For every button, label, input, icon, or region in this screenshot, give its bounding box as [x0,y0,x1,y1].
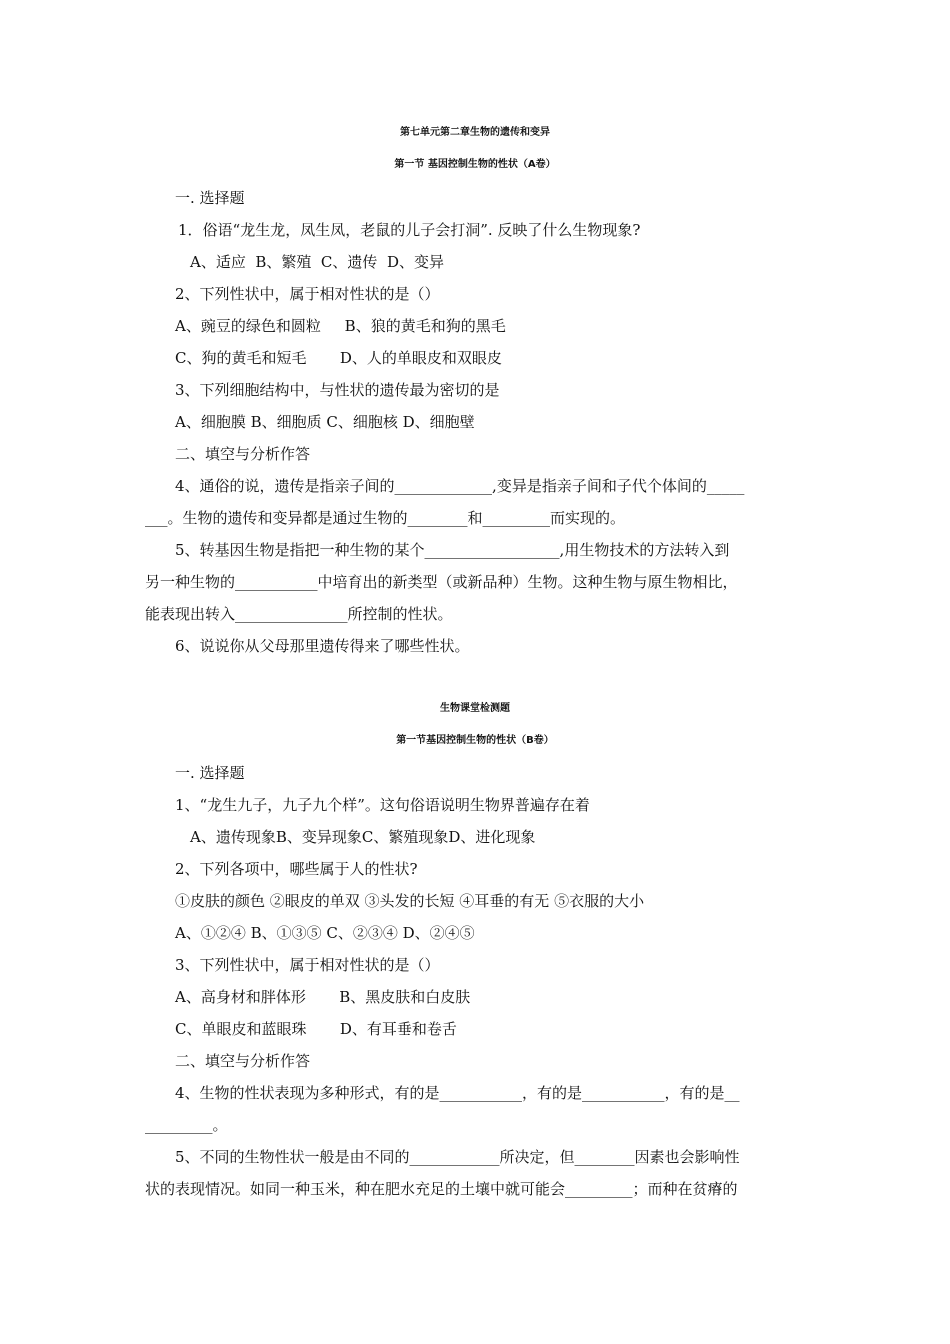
section-a-q6: 6、说说你从父母那里遗传得来了哪些性状。 [175,637,470,655]
section-b-q5-line2: 状的表现情况。如同一种玉米，种在肥水充足的土壤中就可能会_________；而种在贫瘠的 [145,1180,738,1198]
section-a-q1: 1．俗语“龙生龙，凤生凤，老鼠的儿子会打洞”. 反映了什么生物现象? [178,221,641,239]
section-b-q3-options-2: C、单眼皮和蓝眼珠 D、有耳垂和卷舌 [175,1020,457,1038]
section-a-q5-line3: 能表现出转入_______________所控制的性状。 [145,605,453,623]
section-b-subtitle: 第一节基因控制生物的性状（B卷） [396,735,554,746]
section-a-heading-fill: 二、填空与分析作答 [175,445,311,463]
section-a-title: 第七单元第二章生物的遗传和变异 [400,127,550,138]
section-a-q2-options-1: A、豌豆的绿色和圆粒 B、狼的黄毛和狗的黑毛 [175,317,506,335]
section-b-heading-fill: 二、填空与分析作答 [175,1052,311,1070]
section-b-q4-line1: 4、生物的性状表现为多种形式，有的是___________，有的是___________，有的是__ [175,1084,740,1102]
section-a-q5-line2: 另一种生物的___________中培育出的新类型（或新品种）生物。这种生物与原生物相比， [145,573,738,591]
section-b-q5-line1: 5、不同的生物性状一般是由不同的____________所决定，但________因素也会影响性 [175,1148,740,1166]
section-b-q1: 1、“龙生九子，九子九个样”。这句俗语说明生物界普遍存在着 [175,796,590,814]
section-a-q4-line1: 4、通俗的说，遗传是指亲子间的_____________,变异是指亲子间和子代个体间的_____ [175,477,745,495]
section-b-q2-items: ①皮肤的颜色 ②眼皮的单双 ③头发的长短 ④耳垂的有无 ⑤衣服的大小 [175,892,645,910]
section-a-subtitle: 第一节 基因控制生物的性状（A卷） [394,159,556,170]
section-a-q5-line1: 5、转基因生物是指把一种生物的某个__________________,用生物技术的方法转入到 [175,541,730,559]
section-a-q4-line2: ___。生物的遗传和变异都是通过生物的________和_________而实现的。 [145,509,626,527]
section-b-q2: 2、下列各项中，哪些属于人的性状? [175,860,418,878]
section-b-q3: 3、下列性状中，属于相对性状的是（） [175,956,440,974]
section-a-q3: 3、下列细胞结构中，与性状的遗传最为密切的是 [175,381,500,399]
section-a-q1-options: A、适应 B、繁殖 C、遗传 D、变异 [190,253,444,271]
section-b-title: 生物课堂检测题 [440,703,510,714]
section-b-q4-line2: _________。 [145,1116,228,1134]
section-a-q2-options-2: C、狗的黄毛和短毛 D、人的单眼皮和双眼皮 [175,349,502,367]
section-a-q2: 2、下列性状中，属于相对性状的是（） [175,285,440,303]
section-b-heading-choice: 一. 选择题 [175,764,245,782]
section-b-q1-options: A、遗传现象B、变异现象C、繁殖现象D、进化现象 [190,828,536,846]
section-b-q2-options: A、①②④ B、①③⑤ C、②③④ D、②④⑤ [175,924,475,942]
section-a-heading-choice: 一. 选择题 [175,189,245,207]
section-b-q3-options-1: A、高身材和胖体形 B、黑皮肤和白皮肤 [175,988,471,1006]
section-a-q3-options: A、细胞膜 B、细胞质 C、细胞核 D、细胞壁 [175,413,475,431]
